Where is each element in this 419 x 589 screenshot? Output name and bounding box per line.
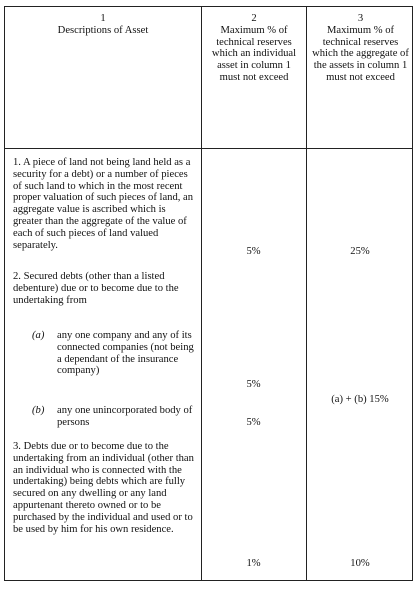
header-col3-number: 3 — [357, 13, 364, 24]
header-col2-number: 2 — [251, 13, 257, 24]
row-1-individual-limit: 5% — [246, 246, 261, 257]
row-1-aggregate-limit: 25% — [350, 246, 370, 257]
header-col2-title: Maximum % of technical reserves which an individual asset in column 1 must not exceed — [211, 24, 297, 83]
row-3-description: 3. Debts due or to become due to the undertaking from an individual (other than an individual who is connected with the undertaking) being debts which are fully secured on any dwelling or any land appurtenant thereto owned or to be purchased by the individual and used or to be used by him for his own residence. — [13, 441, 194, 535]
row-3-individual-limit: 1% — [246, 558, 261, 569]
header-col2 — [206, 13, 302, 84]
row-2-aggregate-limit: (a) + (b) 15% — [331, 394, 389, 405]
column-divider-1 — [201, 7, 202, 580]
header-col1-title: Descriptions of Asset — [57, 24, 149, 36]
row-2a-label — [32, 330, 44, 342]
row-1-description: 1. A piece of land not being land held as a security for a debt) or a number of pieces of such land to which in the most recent proper valuation of such pieces of land, an aggregate value is ascribed which is greater than the aggregate of the value of each of such pieces of land valued separately. — [13, 157, 194, 251]
header-col1 — [5, 13, 201, 37]
row-2-description: 2. Secured debts (other than a listed debenture) due or to become due to the undertaking from — [13, 271, 179, 306]
header-col3 — [311, 13, 410, 84]
header-col1-number: 1 — [100, 13, 106, 24]
header-col3-title: Maximum % of technical reserves which the aggregate of the assets in column 1 must not exceed — [312, 24, 409, 83]
asset-limits-table — [4, 6, 413, 581]
row-3-aggregate-limit: 10% — [350, 558, 370, 569]
row-2b-description: any one unincorporated body of persons — [57, 405, 193, 428]
row-2a-description: any one company and any of its connected companies (not being a dependant of the insurance company) — [57, 330, 194, 377]
row-2b-label-text: (b) — [32, 405, 45, 416]
column-divider-2 — [306, 7, 307, 580]
row-2b-individual-limit: 5% — [246, 417, 261, 428]
row-2a-label-text: (a) — [32, 330, 45, 341]
header-divider — [5, 148, 412, 149]
document-page — [4, 6, 413, 581]
row-2b-label — [32, 405, 44, 417]
row-2a-individual-limit: 5% — [246, 379, 261, 390]
